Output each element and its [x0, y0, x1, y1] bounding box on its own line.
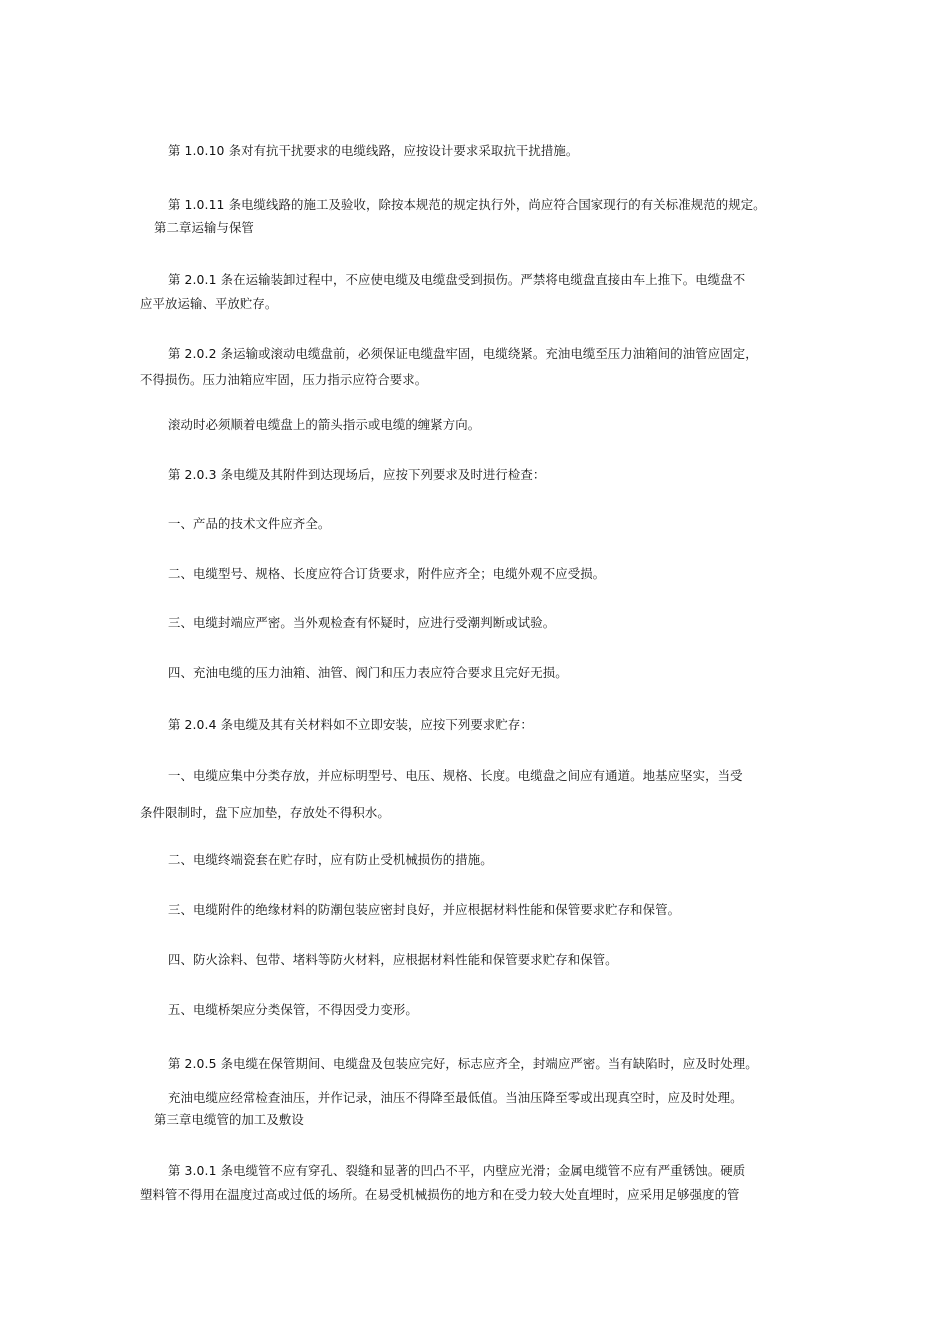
- chapter-3-heading: 第三章电缆管的加工及敷设: [154, 1112, 304, 1127]
- clause-1-0-11: 第 1.0.11 条电缆线路的施工及验收，除按本规范的规定执行外，尚应符合国家现行的有关标准规范的规定。: [168, 197, 766, 212]
- clause-2-0-3-item-2: 二、电缆型号、规格、长度应符合订货要求，附件应齐全；电缆外观不应受损。: [168, 566, 606, 581]
- clause-3-0-1-line-1: 第 3.0.1 条电缆管不应有穿孔、裂缝和显著的凹凸不平，内壁应光滑；金属电缆管不应有严重锈蚀。硬质: [168, 1163, 746, 1178]
- clause-2-0-4-item-3: 三、电缆附件的绝缘材料的防潮包装应密封良好，并应根据材料性能和保管要求贮存和保管。: [168, 902, 681, 917]
- rolling-direction-text: 滚动时必须顺着电缆盘上的箭头指示或电缆的缠紧方向。: [168, 417, 481, 432]
- clause-2-0-5: 第 2.0.5 条电缆在保管期间、电缆盘及包装应完好，标志应齐全，封端应严密。当有缺陷时，应及时处理。: [168, 1056, 758, 1071]
- clause-2-0-2-line-1: 第 2.0.2 条运输或滚动电缆盘前，必须保证电缆盘牢固，电缆绕紧。充油电缆至压力油箱间的油管应固定，: [168, 346, 758, 361]
- clause-2-0-1-line-1: 第 2.0.1 条在运输装卸过程中，不应使电缆及电缆盘受到损伤。严禁将电缆盘直接由车上推下。电缆盘不: [168, 272, 746, 287]
- clause-2-0-4-item-1-line-2: 条件限制时，盘下应加垫，存放处不得积水。: [140, 805, 390, 820]
- clause-2-0-3-item-1: 一、产品的技术文件应齐全。: [168, 516, 331, 531]
- clause-2-0-4: 第 2.0.4 条电缆及其有关材料如不立即安装，应按下列要求贮存：: [168, 717, 533, 732]
- clause-2-0-4-item-1-line-1: 一、电缆应集中分类存放，并应标明型号、电压、规格、长度。电缆盘之间应有通道。地基应坚实，当受: [168, 768, 743, 783]
- clause-3-0-1-line-2: 塑料管不得用在温度过高或过低的场所。在易受机械损伤的地方和在受力较大处直埋时，应采用足够强度的管: [140, 1187, 740, 1202]
- clause-2-0-4-item-4: 四、防火涂料、包带、堵料等防火材料，应根据材料性能和保管要求贮存和保管。: [168, 952, 618, 967]
- chapter-2-heading: 第二章运输与保管: [154, 220, 254, 235]
- oil-pressure-text: 充油电缆应经常检查油压，并作记录，油压不得降至最低值。当油压降至零或出现真空时，应及时处理。: [168, 1090, 743, 1105]
- clause-2-0-1-line-2: 应平放运输、平放贮存。: [140, 296, 278, 311]
- clause-2-0-3-item-4: 四、充油电缆的压力油箱、油管、阀门和压力表应符合要求且完好无损。: [168, 665, 568, 680]
- clause-2-0-2-line-2: 不得损伤。压力油箱应牢固，压力指示应符合要求。: [140, 372, 428, 387]
- clause-2-0-4-item-5: 五、电缆桥架应分类保管，不得因受力变形。: [168, 1002, 418, 1017]
- clause-2-0-4-item-2: 二、电缆终端瓷套在贮存时，应有防止受机械损伤的措施。: [168, 852, 493, 867]
- clause-1-0-10: 第 1.0.10 条对有抗干扰要求的电缆线路，应按设计要求采取抗干扰措施。: [168, 143, 579, 158]
- clause-2-0-3-item-3: 三、电缆封端应严密。当外观检查有怀疑时，应进行受潮判断或试验。: [168, 615, 556, 630]
- clause-2-0-3: 第 2.0.3 条电缆及其附件到达现场后，应按下列要求及时进行检查：: [168, 467, 546, 482]
